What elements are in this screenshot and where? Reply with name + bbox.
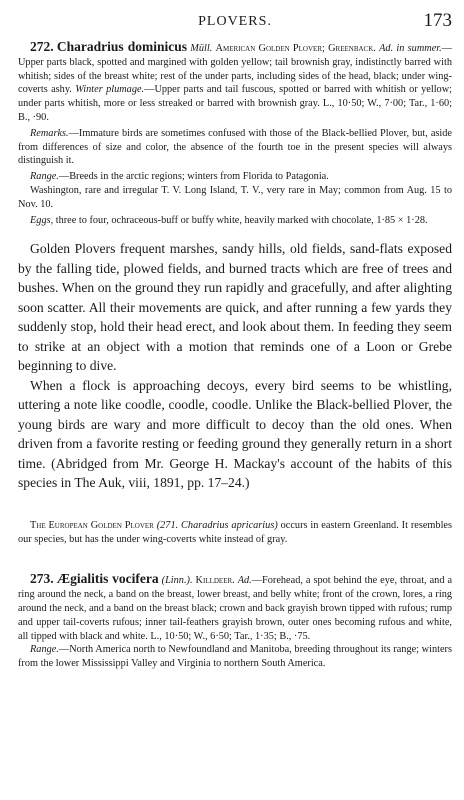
range-text: —North America north to Newfoundland and Manitoba, breeding throughout its range; winters from the lower Mississippi Valley and Virginia to northern South America.	[18, 644, 452, 670]
european-ref: (271. Charadrius apricarius)	[156, 519, 278, 531]
remarks-text: —Immature birds are sometimes confused with those of the Black-bellied Plover, but, aside from differences of size and color, the absence of the fourth toe in the present species will always distinguish it.	[18, 127, 452, 167]
eggs-paragraph	[18, 214, 452, 228]
range-paragraph	[18, 170, 452, 184]
adult-label: Ad.	[237, 575, 252, 587]
eggs-text: three to four, ochraceous-buff or buffy white, heavily marked with chocolate, 1·85 × 1·28.	[53, 214, 428, 226]
winter-text: —Upper parts and tail fuscous, spotted or barred with whitish or yellow; under parts whitish, more or less streaked or barred with brownish gray. L., 10·50; W., 7·00; Tar., 1·60; B., ·90.	[18, 84, 453, 123]
page-number: 173	[423, 10, 452, 31]
species-name: Ægialitis vocifera	[56, 571, 159, 587]
species-authority: Müll.	[190, 43, 213, 54]
washington-paragraph: Washington, rare and irregular T. V. Long Island, T. V., very rare in May; common from Aug. 15 to Nov. 10.	[18, 184, 452, 210]
summer-label: Ad. in summer.	[379, 43, 442, 54]
species-name: Charadrius dominicus	[56, 39, 187, 54]
species-number: 273.	[30, 571, 54, 587]
common-name: American Golden Plover;	[215, 43, 325, 54]
summer-text: —Upper parts black, spotted and margined with golden yellow; tail brownish gray, indistinctly barred with whitish; sides of the breast white; rest of the under parts, including sides of the head, black; under wing-coverts ashy.	[18, 43, 453, 96]
european-text: occurs in eastern Greenland. It resembles our species, but has the under wing-coverts white instead of gray.	[18, 519, 453, 545]
species-authority: (Linn.).	[161, 575, 193, 587]
range-label: Range.	[30, 171, 59, 183]
winter-label: Winter plumage.	[75, 84, 145, 96]
common-name: Killdeer.	[195, 575, 235, 587]
range-text: —Breeds in the arctic regions; winters from Florida to Patagonia.	[58, 171, 329, 183]
running-title: PLOVERS.	[198, 14, 272, 29]
eggs-label: Eggs,	[30, 214, 54, 226]
european-note	[18, 519, 452, 547]
species-number: 272.	[30, 39, 54, 54]
remarks-label: Remarks.	[30, 127, 69, 139]
adult-text: —Forehead, a spot behind the eye, throat, and a ring around the neck, a band on the breast, lower breast, and belly white; front of the crown, lores, a ring around the neck, and a band on the breast black; crown and back grayish brown tipped with rufous; rump and upper tail-coverts rufous; inner tail-feathers grayish brown, outer ones becoming rufous and white, all tipped with black and white. L., 10·50; W., 6·50; Tar., 1·35; B., ·75.	[18, 575, 453, 642]
alt-name: Greenback.	[328, 43, 376, 54]
species-273-range	[18, 643, 452, 671]
body-paragraph-1: Golden Plovers frequent marshes, sandy hills, old fields, sand-flats exposed by the falling tide, plowed fields, and burned tracts which are free of trees and bushes. When on the ground they run rapidly and gracefully, and after alighting soon scatter. All their movements are quick, and after running a few yards they suddenly stop, hold their head erect, and look about them. In feeding they seem to strike at an object with a motion that reminds one of a Loon or Grebe beginning to dive.	[18, 241, 452, 374]
running-header	[18, 10, 452, 34]
species-272-heading	[18, 40, 452, 125]
european-name: The European Golden Plover	[30, 519, 154, 531]
species-273-heading	[18, 572, 452, 643]
range-label: Range.	[30, 644, 59, 656]
remarks-paragraph	[18, 127, 452, 168]
body-paragraph-2: When a flock is approaching decoys, every bird seems to be whistling, uttering a note like coodle, coodle, coodle. Unlike the Black-bellied Plover, the young birds are wary and more difficult to decoy than the old ones. When driven from a favorite resting or feeding ground they generally return in a short time. (Abridged from Mr. George H. Mackay's account of the habits of this species in The Auk, viii, 1891, pp. 17–24.)	[18, 377, 452, 491]
